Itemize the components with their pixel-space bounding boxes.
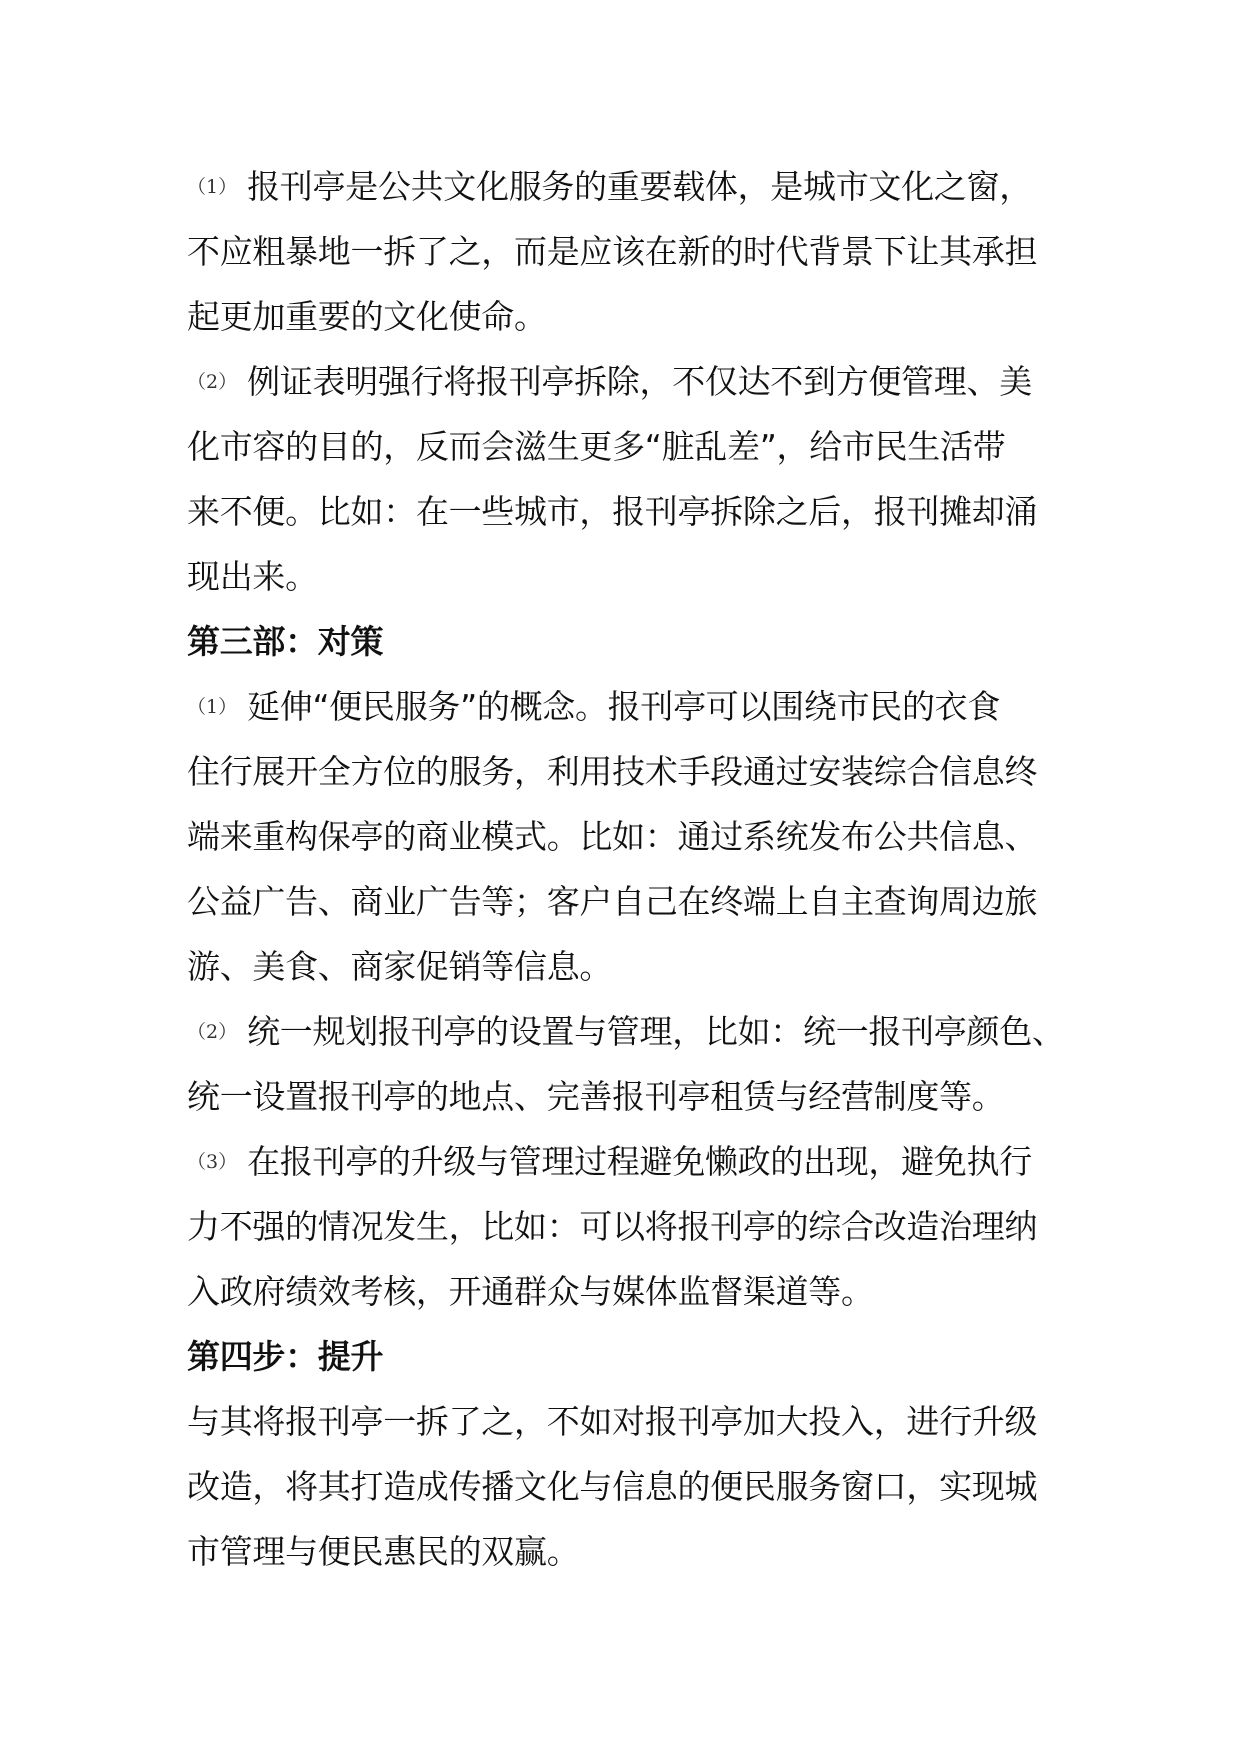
paragraph-line	[187, 414, 1057, 479]
line-text: 改造，将其打造成传播文化与信息的便民服务窗口，实现城	[187, 1467, 1038, 1506]
line-text: 市管理与便民惠民的双赢。	[187, 1532, 580, 1571]
line-text: 延伸“便民服务”的概念。报刊亭可以围绕市民的衣食	[247, 687, 1001, 726]
line-text: 统一设置报刊亭的地点、完善报刊亭租赁与经营制度等。	[187, 1077, 1005, 1116]
paragraph-line	[187, 1064, 1057, 1129]
paragraph-line	[187, 804, 1057, 869]
line-text: 来不便。比如：在一些城市，报刊亭拆除之后，报刊摊却涌	[187, 492, 1038, 531]
paragraph-line	[187, 869, 1057, 934]
paragraph-line	[187, 1129, 1057, 1194]
paragraph-line	[187, 1194, 1057, 1259]
line-text: 力不强的情况发生，比如：可以将报刊亭的综合改造治理纳	[187, 1207, 1038, 1246]
line-text: 现出来。	[187, 557, 318, 596]
paragraph	[187, 349, 1057, 609]
paragraph	[187, 674, 1057, 999]
document-body	[187, 154, 1065, 1584]
paragraph-line	[187, 1389, 1057, 1454]
paragraph	[187, 999, 1065, 1129]
line-text: 不应粗暴地一拆了之，而是应该在新的时代背景下让其承担	[187, 232, 1038, 271]
section-heading: 第三部：对策	[187, 622, 384, 661]
paragraph-line	[187, 1259, 1057, 1324]
line-text: 统一规划报刊亭的设置与管理，比如：统一报刊亭颜色、	[247, 1012, 1065, 1051]
paragraph-line	[187, 219, 1057, 284]
line-text: 住行展开全方位的服务，利用技术手段通过安装综合信息终	[187, 752, 1038, 791]
paragraph-line	[187, 934, 1057, 999]
item-number: （2）	[187, 1021, 238, 1043]
paragraph-line	[187, 1519, 1057, 1584]
item-number: （3）	[187, 1151, 238, 1173]
line-text: 起更加重要的文化使命。	[187, 297, 547, 336]
item-number: （1）	[187, 696, 238, 718]
line-text: 公益广告、商业广告等；客户自己在终端上自主查询周边旅	[187, 882, 1038, 921]
line-text: 端来重构保亭的商业模式。比如：通过系统发布公共信息、	[187, 817, 1038, 856]
paragraph-line	[187, 349, 1057, 414]
section-heading: 第四步：提升	[187, 1337, 384, 1376]
line-text: 入政府绩效考核，开通群众与媒体监督渠道等。	[187, 1272, 874, 1311]
paragraph	[187, 154, 1057, 349]
paragraph-line	[187, 739, 1057, 804]
line-text: 报刊亭是公共文化服务的重要载体，是城市文化之窗，	[247, 167, 1032, 206]
line-text: 游、美食、商家促销等信息。	[187, 947, 613, 986]
paragraph-line	[187, 479, 1057, 544]
paragraph-line	[187, 674, 1057, 739]
line-text: 化市容的目的，反而会滋生更多“脏乱差”，给市民生活带	[187, 427, 1006, 466]
paragraph	[187, 1129, 1057, 1324]
line-text: 与其将报刊亭一拆了之，不如对报刊亭加大投入，进行升级	[187, 1402, 1038, 1441]
line-text: 在报刊亭的升级与管理过程避免懒政的出现，避免执行	[247, 1142, 1032, 1181]
item-number: （2）	[187, 371, 238, 393]
paragraph-line	[187, 1454, 1057, 1519]
item-number: （1）	[187, 176, 238, 198]
line-text: 例证表明强行将报刊亭拆除，不仅达不到方便管理、美	[247, 362, 1032, 401]
paragraph-line	[187, 544, 1057, 609]
paragraph-line	[187, 284, 1057, 349]
paragraph	[187, 1389, 1057, 1584]
paragraph-line	[187, 999, 1065, 1064]
paragraph-line	[187, 154, 1057, 219]
